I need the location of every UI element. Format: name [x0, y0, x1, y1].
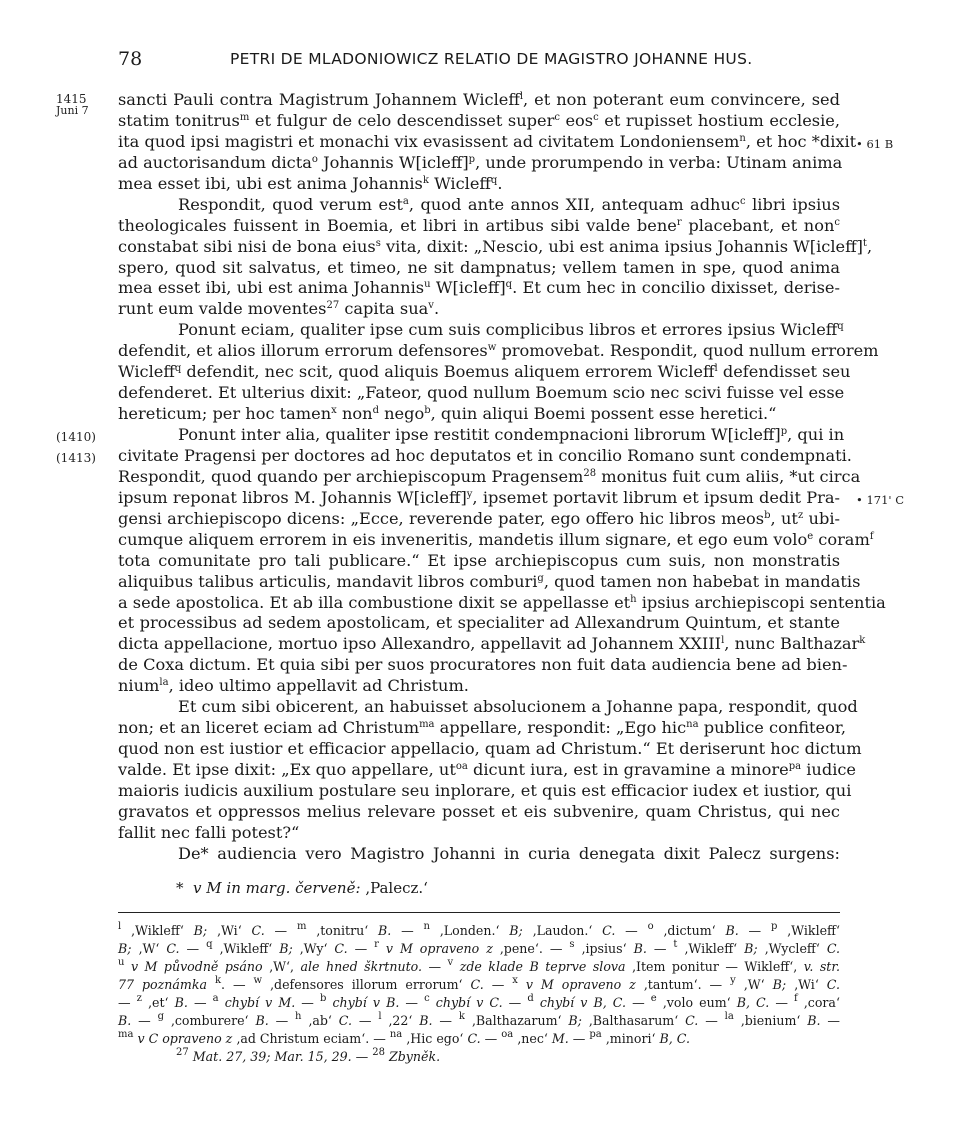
text-line: a sede apostolica. Et ab illa combustione dixit se appellasse $et^h$ ipsius archiepiscopi sententia	[118, 592, 886, 612]
margin-year-1413: (1413)	[56, 451, 96, 465]
text-line: nium$^{la}$, ideo ultimo appellavit ad Christum.	[118, 676, 469, 696]
text-line: hereticum; per hoc tamen$^x$ non$^d$ nego$^b$, quin aliqui Boemi possent esse heretici.“	[118, 404, 777, 424]
apparatus-line: 77 poznámka $^k$. — $^w$ ‚defensores illorum errorum‘ C. — $^x$ v M opraveno z ‚tantum‘. — $^y$ ‚W‘ B; ‚Wi‘ C.	[118, 975, 840, 992]
text-line: et processibus ad sedem apostolicam, et specialiter ad Allexandrum Quintum, et stante	[118, 613, 840, 633]
apparatus-line: B. — $^g$ ‚comburere‘ B. — $^h$ ‚ab‘ C. — $^l$ ‚22‘ B. — $^k$ ‚Balthazarum‘ B; ‚Balthasarum‘ C. — $^{la}$ ‚bienium‘ B. —	[118, 1011, 841, 1028]
text-line: Respondit, quod quando per archiepiscopum Pragensem$^{28}$ monitus fuit cum aliis, *ut circa	[118, 466, 861, 486]
apparatus-line: $^{ma}$ v C opraveno z ‚ad Christum eciam‘. — $^{na}$ ‚Hic ego‘ C. — $^{oa}$ ‚nec‘ M. — $^{pa}$ ‚minori‘ B, C.	[118, 1029, 690, 1046]
text-line: non; et an liceret eciam ad Christum$^{ma}$ appellare, respondit: „Ego hic$^{na}$ publice confiteor,	[118, 718, 846, 738]
text-line: Ponunt eciam, qualiter ipse cum suis complicibus libros et errores ipsius Wicleff$^q$	[178, 320, 844, 340]
running-title: PETRI DE MLADONIOWICZ RELATIO DE MAGISTRO JOHANNE HUS.	[230, 50, 753, 68]
footnote-divider	[118, 912, 840, 913]
margin-folio-171c: • 171' C	[856, 493, 905, 507]
text-line: Ponunt inter alia, qualiter ipse restitit condempnacioni librorum W[icleff]$^p$, qui in	[178, 425, 845, 444]
text-line: gravatos et oppressos melius relevare posset et eis subvenire, quam Christus, qui nec	[118, 801, 840, 821]
text-line: maioris iudicis auxilium postulare seu inplorare, et quis est efficacior iudex et iustior, qui	[118, 780, 852, 800]
text-line: ad auctorisandum dicta$^o$ Johannis W[icleff]$^p$, unde prorumpendo in verba: Utinam anima	[118, 152, 843, 172]
text-line: runt eum valde moventes$^{27}$ capita sua$^v$.	[118, 299, 440, 319]
text-line: statim tonitrus$^m$ et fulgur de celo descendisset super$^c$ eos$^c$ et rupisset hostium ecclesie,	[118, 110, 840, 130]
margin-year-1415: 1415 Juni 7	[56, 92, 89, 117]
text-line: aliquibus talibus articulis, mandavit libros comburi$^g$, quod tamen non habebat in mandatis	[118, 571, 861, 591]
text-line: Respondit, quod verum est$^a$, quod ante annos XII, antequam adhuc$^c$ libri ipsius	[178, 194, 841, 214]
text-line: quod non est iustior et efficacior appellacio, quam ad Christum.“ Et deriserunt hoc dictum	[118, 739, 862, 759]
apparatus-line: $^l$ ‚Wikleff‘ B; ‚Wi‘ C. — $^m$ ‚tonitru‘ B. — $^n$ ‚Londen.‘ B; ‚Laudon.‘ C. — $^o$ ‚dictum‘ B. — $^p$ ‚Wikleff‘	[118, 921, 840, 938]
running-head	[118, 48, 840, 74]
text-line: civitate Pragensi per doctores ad hoc deputatos et in concilio Romano sunt condempnati.	[118, 445, 852, 465]
text-line: dicta appellacione, mortuo ipso Allexandro, appellavit ad Johannem XXIII$^l$, nunc Balthazar$^k$	[118, 634, 866, 654]
text-line: tota comunitate pro tali publicare.“ Et ipse archiepiscopus cum suis, non monstratis	[118, 550, 840, 570]
text-line: ita quod ipsi magistri et monachi vix evasissent ad civitatem Londoniensem$^n$, et hoc *dixit	[118, 131, 857, 151]
text-line: mea esset ibi, ubi est anima Johannis$^u$ W[icleff]$^q$. Et cum hec in concilio dixisset, derise-	[118, 278, 840, 298]
text-line: theologicales fuissent in Boemia, et libri in artibus sibi valde bene$^r$ placebant, et non$^c$	[118, 215, 840, 235]
text-line: sancti Pauli contra Magistrum Johannem Wicleff$^l$, et non poterant eum convincere, sed	[118, 90, 840, 109]
text-line: spero, quod sit salvatus, et timeo, ne sit dampnatus; vellem tamen in spe, quod anima	[118, 257, 840, 277]
apparatus-line: $^{27}$ Mat. 27, 39; Mar. 15, 29. — $^{28}$ Zbyněk.	[176, 1047, 441, 1064]
margin-folio-61b: • 61 B	[856, 137, 894, 151]
marginal-note: * v M in marg. červeně: ‚Palecz.‘	[176, 878, 428, 897]
text-line: mea esset ibi, ubi est anima Johannis$^k$ Wicleff$^q$.	[118, 173, 503, 193]
text-line: defenderet. Et ulterius dixit: „Fateor, quod nullum Boemum scio nec scivi fuisse vel esse	[118, 383, 845, 403]
text-line: cumque aliquem errorem in eis inveneritis, mandetis illum signare, et ego eum volo$^e$ coram$^f$	[118, 529, 874, 549]
text-line: gensi archiepiscopo dicens: „Ecce, reverende pater, ego offero hic libros meos$^b$, $ut^z$ ubi-	[118, 508, 840, 528]
text-line: valde. Et ipse dixit: „Ex quo appellare, $ut^{oa}$ dicunt iura, est in gravamine a minore$^{pa}$ iudice	[118, 760, 857, 779]
margin-year-1410: (1410)	[56, 430, 96, 444]
text-line: ipsum reponat libros M. Johannis W[icleff]$^y$, ipsemet portavit librum et ipsum dedit Pra-	[118, 487, 841, 507]
page-number: 78	[118, 48, 143, 70]
text-line: constabat sibi nisi de bona eius$^s$ vita, dixit: „Nescio, ubi est anima ipsius Johannis W[icleff]$^t$,	[118, 236, 873, 256]
apparatus-line: $^u$ v M původně psáno ‚W‘, ale hned škrtnuto. — $^v$ zde klade B teprve slova ‚Item ponitur — Wikleff‘, v. str.	[118, 957, 840, 974]
critical-apparatus	[118, 922, 840, 1066]
apparatus-line: — $^z$ ‚et‘ B. — $^a$ chybí v M. — $^b$ chybí v B. — $^c$ chybí v C. — $^d$ chybí v B, C. — $^e$ ‚volo eum‘ B, C. — $^f$ ‚cora‘	[118, 993, 840, 1010]
text-line: Wicleff$^q$ defendit, nec scit, quod aliquis Boemus aliquem errorem Wicleff$^l$ defendisset seu	[118, 362, 851, 382]
text-line: defendit, et alios illorum errorum defensores$^w$ promovebat. Respondit, quod nullum errorem	[118, 341, 879, 361]
apparatus-line: B; ‚W‘ C. — $^q$ ‚Wikleff‘ B; ‚Wy‘ C. — $^r$ v M opraveno z ‚pene‘. — $^s$ ‚ipsius‘ B. — $^t$ ‚Wikleff‘ B; ‚Wycleff‘ C.	[118, 939, 841, 956]
text-line: fallit nec falli potest?“	[118, 822, 300, 842]
text-line: Et cum sibi obicerent, an habuisset absolucionem a Johanne papa, respondit, quod	[178, 697, 858, 717]
text-line: De* audiencia vero Magistro Johanni in curia denegata dixit Palecz surgens:	[178, 843, 840, 863]
text-line: de Coxa dictum. Et quia sibi per suos procuratores non fuit data audiencia bene ad bien-	[118, 655, 848, 675]
